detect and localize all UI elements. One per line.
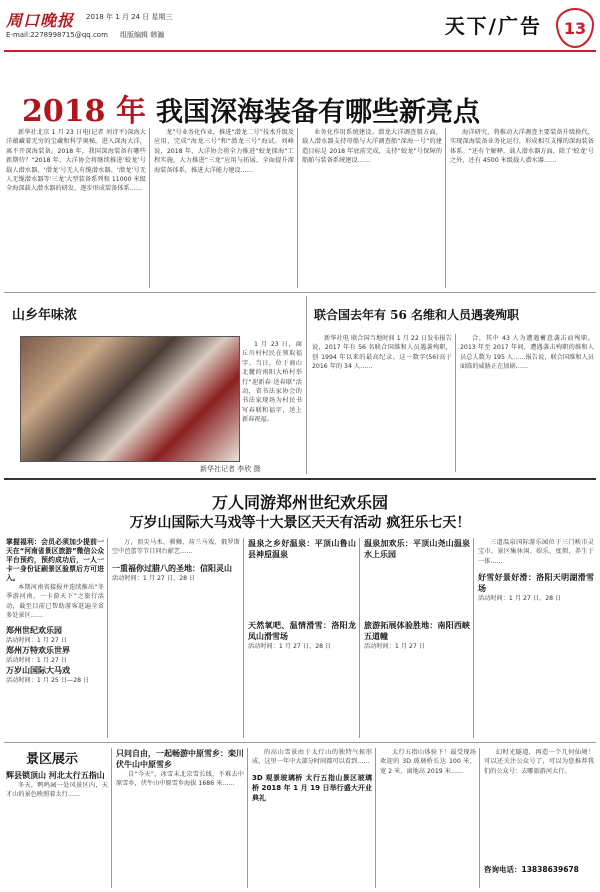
event-date: 活动时间：1 月 27 日、28 日 [478,595,562,603]
scenic-col-3: 的高山雪景由于太行山的独特气候形成，这里一年中大部分时间都可以看到…… 3D 观景玻璃桥 太行五指山景区玻璃桥 2018 年 1 月 19 日举行盛大开业典礼 [252,749,372,802]
scenic-col-2: 只问自由，一起畅游中原雪乡：栾川伏牛山中原雪乡 自“今天”，冰雪未北京雪长线，不难去中原雪乡，伏牛山中原雪乡海拔 1686 米…… [116,749,244,788]
column-divider [473,538,474,738]
column-divider [247,748,248,888]
column-divider [455,334,456,472]
scenic-col-1: 辉县锁顶山 河北太行五指山 冬天，鸭鸣园一处风景区内，天才山的景色映照着太行…… [6,771,108,799]
event-name: 郑州世纪欢乐园 [6,625,62,635]
event-date: 活动时间：1 月 25 日—28 日 [6,677,90,685]
issue-date: 2018 年 1 月 24 日 星期三 [86,13,173,21]
lead-col-2: 龙”号业务化作业，推进“潜龙二号”技术升级及应用，完成“海龙三号”和“潜龙三号”海试。刘峰说，2018 年，大洋协会将全力推进“蛟龙探海”工程实施，大力推进“三龙”应用与拓展，全面提升深海装备体系，推进大洋能力建设…… [154,129,294,174]
zhengzhou-col-4 [364,538,470,738]
lead-col-3: 业务化作用系统建设。潜龙大洋调查船方面，载人潜水器支持母船与大洋调查船“深海一号”的建造目标是 2018 年底前完成，支持“蛟龙”号保障的船舶与装备系统建设…… [302,129,442,165]
event-name: 郑州万特欢乐世界 [6,646,70,656]
event-name: 好雪好景好滑：洛阳天明湖滑雪场 [478,573,594,594]
section-divider [4,478,596,480]
event-name: 旅游拓展体验胜地：南阳西峡五道幢 [364,621,470,641]
headline-text: 我国深海装备有哪些新亮点 [155,97,480,128]
lead-col-1: 新华社北京 1 月 23 日电(记者 刘诗平)深海大洋蕴藏着无穷的宝藏和科学奥秘。进入深海大洋，离不开深海装备。2018 年，我国深海装备有哪些新期待？“2018 年，大洋协会将继续推进‘蛟龙’号载人潜水器、‘潜龙’号无人有缆潜水器、‘潜龙’号无人无缆潜水器等‘三龙’大型装备系列和 11000 米级全海深载人潜水器的研发，逐步形成装备体系…… [6,129,146,193]
section-divider [4,292,596,293]
scenic-subtitle: 3D 观景玻璃桥 太行五指山景区玻璃桥 2018 年 1 月 19 日举行盛大开业典礼 [252,773,372,802]
section-divider [4,742,596,743]
event-date: 活动时间：1 月 27 日、28 日 [248,643,332,650]
photo-caption: 1 月 23 日，商丘川村村民在领取福字。当日，位于商山北麓的南阳大柏村举行“迎新春·送春联”活动，省书法家协会的书法家现场为村民书写春联和福字，送上新春祝福。 [242,341,302,424]
page-editor: 组版编辑 韩瀚 [120,31,165,39]
lead-headline [22,86,582,130]
photo-villagers-spring-couplets [20,336,240,462]
zhengzhou-col-1: 掌握福利：会员必须加少提前一天在“河南省景区旅游”微信公众平台预约，预约成功后，一人一卡一身份证刷景区验票后方可进入。 本期河南省接报并连续推出“冬季游河南，一卡游天下”之旅行活动，截至目前已帮助游客逛遍全省多处景区…… 郑州世纪欢乐园 活动时间：1 月 27 日 郑州万特欢乐世界 活动时间：1 月 27 日 万岁山国际大马戏 活动时间：1 月 25 日—28 日 [6,538,104,685]
event-name: 温泉加欢乐：平顶山尧山温泉水上乐园 [364,539,470,559]
column-divider [359,538,360,738]
zhengzhou-headline: 万人同游郑州世纪欢乐园 [211,493,388,512]
zhengzhou-col-2: 万，顶尖马术、驯狮、荷兰马戏、俄罗斯空中芭蕾等节目同台献艺…… 一重福你过腊八的圣地：信阳灵山 活动时间：1 月 27 日、28 日 [112,539,240,582]
zhengzhou-col-3 [248,538,356,738]
column-divider [297,128,298,288]
scenic-col-5: 幻时光隧道，再造一个几何仙境！可以还关注公众号了，可以为您推荐我们的公众号：去哪旅游河太行。 [484,749,594,775]
column-divider [375,748,376,888]
event-name: 一重福你过腊八的圣地：信阳灵山 [112,563,232,573]
scenic-section-title: 景区展示 [26,752,79,767]
event-date: 活动时间：1 月 27 日 [6,636,68,644]
event-name: 万岁山国际大马戏 [6,666,70,676]
event-name: 温泉之乡好温泉：平顶山鲁山县神垕温泉 [248,539,356,559]
peacekeepers-body-1: 新华社电 联合国当地时间 1 月 22 日发布报告说，2017 年有 56 名联合国维和人员遇袭殉职，创 1994 年以来的最高纪录。这一数字(56)高于 2016 年的 34 人…… [312,335,452,371]
masthead-logo: 周口晚报 [6,11,75,30]
zhengzhou-col-5: 三道温泉国际游乐园位于三门峡市灵宝市，景区集休闲、娱乐、度假、养生于一体…… 好雪好景好滑：洛阳天明湖滑雪场 活动时间：1 月 27 日、28 日 [478,539,594,603]
column-divider [107,538,108,738]
event-name: 天然氧吧、温情滑雪：洛阳龙凤山滑雪场 [248,621,356,641]
contact-email: E-mail:2278998715@qq.com [6,31,108,39]
column-divider [243,538,244,738]
scenic-subtitle: 辉县锁顶山 河北太行五指山 [6,771,105,780]
page-number: 13 [556,8,594,48]
scenic-subtitle: 只问自由，一起畅游中原雪乡：栾川伏牛山中原雪乡 [116,749,244,769]
contact-phone: 咨询电话：13838639678 [484,865,579,874]
event-date: 活动时间：1 月 27 日 [364,643,426,650]
section-title: 天下/广告 [444,14,542,38]
lead-col-4: 海洋研究，将推动大洋调查主要装备升级换代，实现深海装备业务化运行，形成相互支撑的深海装备体系。“还有个解释，载人潜水器方面，除了‘蛟龙’号之外，还有 4500 米级载人潜水器…… [450,129,594,165]
photo-credit: 新华社记者 李欣 摄 [200,465,261,473]
zhengzhou-subheadline: 万岁山国际大马戏等十大景区天天有活动 疯狂乐七天！ [129,515,471,531]
masthead-rule [4,50,596,52]
column-divider [149,128,150,288]
headline-year: 2018 年 [22,94,146,129]
column-divider [111,748,112,888]
event-date: 活动时间：1 月 27 日、28 日 [112,574,196,582]
peacekeepers-body-2: 合，其中 43 人为遭遇蓄意袭击而殉职。2013 年至 2017 年间，遭遇袭击殉职的维和人员总人数为 195 人……报告说，联合国维和人员面临的威胁正在加剧…… [460,335,594,371]
column-divider [306,296,307,474]
event-date: 活动时间：1 月 27 日 [6,657,68,665]
peacekeepers-headline: 联合国去年有 56 名维和人员遇袭殉职 [314,308,520,322]
column-divider [479,748,480,888]
column-divider [445,128,446,288]
scenic-col-4: 太行五指山体验下！最受现场欢迎的 3D 玻璃桥长达 100 米，宽 2 米，离地高 2019 米…… [380,749,476,775]
photo-story-title: 山乡年味浓 [12,308,78,323]
